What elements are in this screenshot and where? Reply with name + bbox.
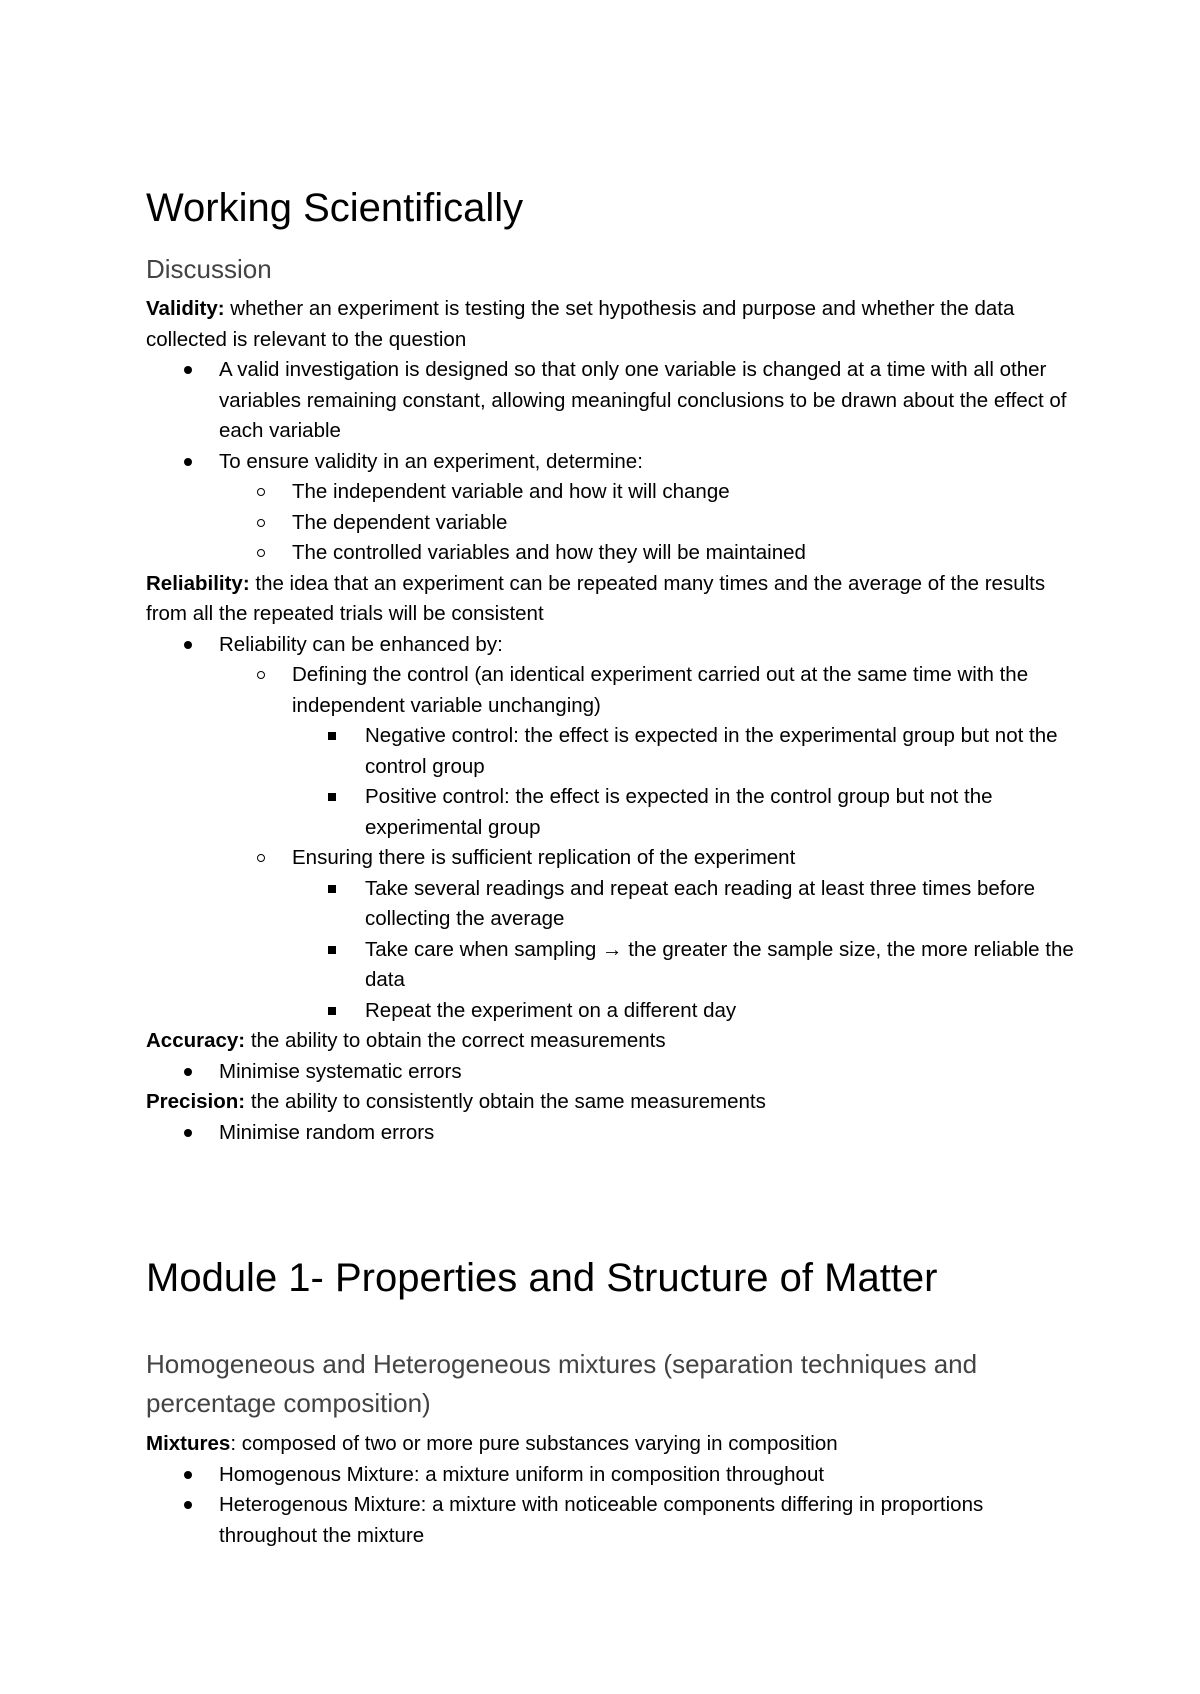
term-mixtures: Mixtures: [146, 1432, 231, 1455]
section-title-module-1: Module 1- Properties and Structure of Matter: [146, 1256, 938, 1300]
discussion-section: [146, 252, 1076, 1148]
subheading-discussion: Discussion: [146, 254, 272, 284]
mixtures-definition: Mixtures: composed of two or more pure substances varying in composition: [146, 1432, 838, 1455]
bullet-dot-icon: [184, 458, 192, 466]
list-item: To ensure validity in an experiment, determine:: [146, 447, 1076, 478]
bullet-dot-icon: [184, 641, 192, 649]
bullet-dot-icon: [184, 1129, 192, 1137]
accuracy-definition: Accuracy: the ability to obtain the correct measurements: [146, 1029, 666, 1052]
list-item: Minimise systematic errors: [146, 1057, 1076, 1088]
list-item: Heterogenous Mixture: a mixture with noticeable components differing in proportions throughout the mixture: [146, 1490, 1076, 1551]
term-reliability: Reliability:: [146, 571, 250, 595]
bullet-circle-icon: [257, 671, 265, 679]
precision-definition: Precision: the ability to consistently obtain the same measurements: [146, 1090, 766, 1113]
term-validity: Validity:: [146, 297, 225, 320]
term-accuracy: Accuracy:: [146, 1029, 246, 1052]
list-item: Ensuring there is sufficient replication of the experiment: [146, 843, 1076, 874]
bullet-square-icon: [328, 946, 336, 954]
list-item: Take care when sampling → the greater the sample size, the more reliable the data: [146, 935, 1076, 996]
subheading-mixtures: Homogeneous and Heterogeneous mixtures (separation techniques and percentage composition): [146, 1349, 978, 1418]
list-item: A valid investigation is designed so that only one variable is changed at a time with all other variables remaining constant, allowing meaningful conclusions to be drawn about the effect of each variable: [146, 355, 1076, 447]
bullet-circle-icon: [257, 488, 265, 496]
reliability-definition: Reliability: the idea that an experiment can be repeated many times and the average of the results from all the repeated trials will be consistent: [146, 571, 1046, 625]
bullet-square-icon: [328, 1007, 336, 1015]
list-item: The controlled variables and how they will be maintained: [146, 538, 1076, 569]
list-item: The dependent variable: [146, 508, 1076, 539]
bullet-square-icon: [328, 793, 336, 801]
mixtures-section: [146, 1345, 1076, 1551]
bullet-circle-icon: [257, 549, 265, 557]
list-item: Positive control: the effect is expected in the control group but not the experimental group: [146, 782, 1076, 843]
bullet-dot-icon: [184, 1068, 192, 1076]
list-item: Minimise random errors: [146, 1118, 1076, 1149]
bullet-square-icon: [328, 885, 336, 893]
mixtures-body: [146, 1429, 1076, 1551]
bullet-square-icon: [328, 732, 336, 740]
list-item: Take several readings and repeat each reading at least three times before collecting the average: [146, 874, 1076, 935]
reliability-list: [146, 630, 1076, 1027]
section-title-working-scientifically: Working Scientifically: [146, 186, 524, 230]
list-item: Negative control: the effect is expected in the experimental group but not the control group: [146, 721, 1076, 782]
list-item: Reliability can be enhanced by:: [146, 630, 1076, 661]
discussion-body: [146, 294, 1076, 1148]
validity-list: [146, 355, 1076, 569]
list-item: Defining the control (an identical experiment carried out at the same time with the independent variable unchanging): [146, 660, 1076, 721]
list-item: Repeat the experiment on a different day: [146, 996, 1076, 1027]
precision-list: [146, 1118, 1076, 1149]
bullet-dot-icon: [184, 366, 192, 374]
validity-definition: Validity: whether an experiment is testing the set hypothesis and purpose and whether the data collected is relevant to the question: [146, 297, 1015, 351]
term-precision: Precision:: [146, 1090, 246, 1113]
mixtures-list: [146, 1460, 1076, 1552]
bullet-circle-icon: [257, 519, 265, 527]
bullet-circle-icon: [257, 854, 265, 862]
list-item: The independent variable and how it will change: [146, 477, 1076, 508]
bullet-dot-icon: [184, 1471, 192, 1479]
accuracy-list: [146, 1057, 1076, 1088]
bullet-dot-icon: [184, 1501, 192, 1509]
list-item: Homogenous Mixture: a mixture uniform in composition throughout: [146, 1460, 1076, 1491]
